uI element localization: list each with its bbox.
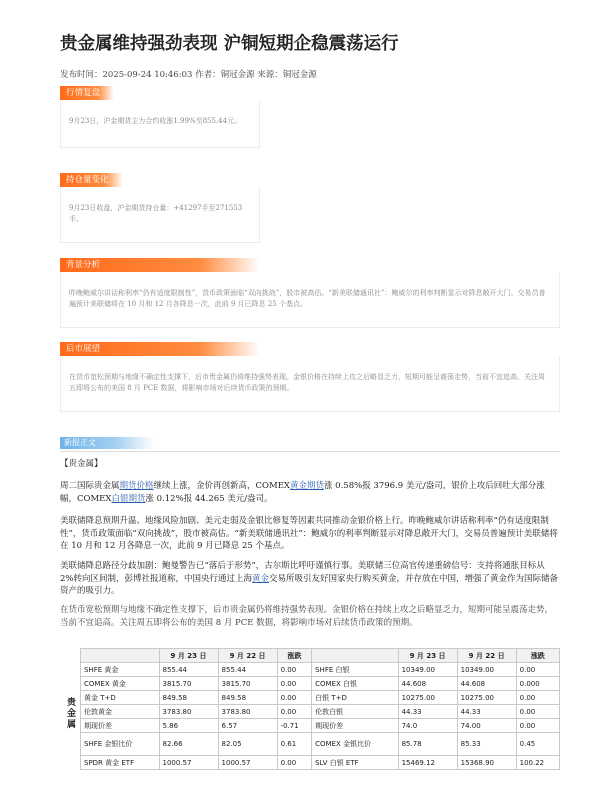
table-row bbox=[60, 705, 560, 719]
table-cell: 0.00 bbox=[516, 691, 559, 705]
table-cell: 15469.12 bbox=[398, 756, 457, 770]
table-cell: 74.0 bbox=[398, 719, 457, 733]
table-row bbox=[60, 691, 560, 705]
table-cell: 0.00 bbox=[516, 705, 559, 719]
table-cell: 855.44 bbox=[159, 663, 218, 677]
text-span: 继续上涨，金价再创新高，COMEX bbox=[153, 481, 290, 491]
table-cell: 期现价差 bbox=[312, 719, 398, 733]
table-cell: 849.58 bbox=[218, 691, 277, 705]
table-cell: COMEX 金银比价 bbox=[312, 733, 398, 756]
table-cell: -0.71 bbox=[277, 719, 312, 733]
text-span: 美联储降息路径分歧加剧：鲍曼警告已“落后于形势”，古尔斯比呼吁谨慎行事。美联储三位高官传递重磅信号：支持将通胀目标从 2%转向区间制，彭博社报道称，中国央行通过上海 bbox=[60, 561, 545, 584]
link-silver-futures[interactable]: 白银期货 bbox=[111, 493, 146, 504]
table-cell: 74.00 bbox=[457, 719, 516, 733]
news-category: 【贵金属】 bbox=[60, 459, 103, 469]
table-cell: 3815.70 bbox=[159, 677, 218, 691]
table-cell: 0.00 bbox=[277, 677, 312, 691]
table-cell: 0.45 bbox=[516, 733, 559, 756]
text-span: 周二国际贵金属 bbox=[60, 481, 120, 491]
table-cell: 3815.70 bbox=[218, 677, 277, 691]
text-span: 涨 0.58%报 3796.9 美元/盎司，银价上攻后回吐大部分涨幅，COMEX bbox=[60, 481, 545, 504]
link-gold-futures[interactable]: 黄金期货 bbox=[289, 481, 324, 491]
section-box-background bbox=[60, 272, 560, 328]
news-body-tag: 新报正文 bbox=[60, 437, 154, 449]
table-cell: 85.33 bbox=[457, 733, 516, 756]
table-header bbox=[81, 649, 160, 663]
link-gold[interactable]: 黄金 bbox=[252, 573, 270, 584]
table-cell: 0.000 bbox=[516, 677, 559, 691]
news-paragraph-1 bbox=[60, 480, 560, 505]
side-label-text: 贵金属 bbox=[65, 697, 75, 730]
section-tag-market-review: 行情复盘 bbox=[60, 86, 114, 100]
table-cell: 1000.57 bbox=[159, 756, 218, 770]
section-tag-outlook: 后市展望 bbox=[60, 342, 260, 356]
news-paragraph-2: 美联储降息预期升温、地缘风险加剧、美元走弱及金银比修复等因素共同推动金银价格上行。昨晚鲍威尔讲话称利率“仍有适度限制性”，货币政策面临“双向挑战”，股市被高估。“新美联储通讯社”：鲍威尔的利率判断显示对降息敞开大门，交易员普遍预计美联储将在 10 月和 12 月各降息一次，此前 9 月已降息 25 个基点。 bbox=[60, 516, 558, 551]
table-cell: 849.58 bbox=[159, 691, 218, 705]
table-cell: 855.44 bbox=[218, 663, 277, 677]
table-cell: 44.608 bbox=[457, 677, 516, 691]
table-cell: 0.00 bbox=[277, 691, 312, 705]
table-header: 9 月 22 日 bbox=[218, 649, 277, 663]
table-cell: 1000.57 bbox=[218, 756, 277, 770]
table-cell: COMEX 黄金 bbox=[81, 677, 160, 691]
table-row bbox=[60, 733, 560, 756]
table-cell: 0.61 bbox=[277, 733, 312, 756]
table-cell: 10349.00 bbox=[398, 663, 457, 677]
table-cell: SHFE 白银 bbox=[312, 663, 398, 677]
table-cell: SHFE 黄金 bbox=[81, 663, 160, 677]
table-cell: SHFE 金银比价 bbox=[81, 733, 160, 756]
section-text: 在货币宽松预期与地缘不确定性支撑下，后市贵金属仍将维持强势表现。金银价格在持续上攻之后略显乏力，短期可能呈震荡走势，当前不宜追高。关注周五即将公布的美国 8 月 PCE 数据，将影响市场对后续货币政策的预期。 bbox=[69, 373, 545, 392]
table-header: 9 月 23 日 bbox=[159, 649, 218, 663]
news-paragraph-3 bbox=[60, 560, 560, 598]
section-box-position-change bbox=[60, 187, 260, 243]
table-cell: 100.22 bbox=[516, 756, 559, 770]
link-futures-price[interactable]: 期货价格 bbox=[119, 481, 154, 491]
table-cell: 伦敦黄金 bbox=[81, 705, 160, 719]
table-cell: 85.78 bbox=[398, 733, 457, 756]
table-cell: 5.86 bbox=[159, 719, 218, 733]
table-cell: COMEX 白银 bbox=[312, 677, 398, 691]
table-cell: 期现价差 bbox=[81, 719, 160, 733]
table-cell: SLV 白银 ETF bbox=[312, 756, 398, 770]
article-title: 贵金属维持强劲表现 沪铜短期企稳震荡运行 bbox=[60, 34, 399, 54]
table-cell: 82.05 bbox=[218, 733, 277, 756]
table-header-row bbox=[60, 649, 560, 663]
section-tag-position-change: 持仓量变化 bbox=[60, 173, 123, 187]
table-cell: 44.33 bbox=[398, 705, 457, 719]
table-cell: 10275.00 bbox=[398, 691, 457, 705]
table-cell: 0.00 bbox=[516, 663, 559, 677]
text-span: 涨 0.12%报 44.265 美元/盎司。 bbox=[145, 493, 273, 504]
table-cell: 44.608 bbox=[398, 677, 457, 691]
table-cell: SPDR 黄金 ETF bbox=[81, 756, 160, 770]
table-row bbox=[60, 663, 560, 677]
table-cell: 3783.80 bbox=[159, 705, 218, 719]
section-box-outlook bbox=[60, 356, 560, 412]
table-cell: 3783.80 bbox=[218, 705, 277, 719]
table-row bbox=[60, 719, 560, 733]
section-tag-background: 背景分析 bbox=[60, 258, 260, 272]
precious-metals-table bbox=[60, 648, 560, 770]
table-cell: 0.00 bbox=[277, 705, 312, 719]
text-span: 交易所吸引友好国家央行购买黄金，并存放在中国，增强了黄金作为国际储备资产的吸引力。 bbox=[60, 573, 559, 596]
section-text: 9月23日收盘，沪金期货持仓量：+41297手至271553手。 bbox=[69, 204, 243, 223]
table-row bbox=[60, 677, 560, 691]
table-cell: 0.00 bbox=[277, 663, 312, 677]
table-corner bbox=[60, 649, 81, 663]
section-text: 9月23日，沪金期货主力合约收涨1.99%至855.44元。 bbox=[69, 117, 242, 125]
table-cell: 0.00 bbox=[516, 719, 559, 733]
table-header bbox=[312, 649, 398, 663]
table-cell: 伦敦白银 bbox=[312, 705, 398, 719]
table-row bbox=[60, 756, 560, 770]
table-cell: 15368.90 bbox=[457, 756, 516, 770]
news-paragraph-4: 在货币宽松预期与地缘不确定性支撑下，后市贵金属仍将维持强势表现。金银价格在持续上攻之后略显乏力，短期可能呈震荡走势，当前不宜追高。关注周五即将公布的美国 8 月 PCE 数据，将影响市场对后续货币政策的预期。 bbox=[60, 605, 554, 628]
article-meta: 发布时间：2025-09-24 10:46:03 作者：铜冠金源 来源：铜冠金源 bbox=[60, 70, 317, 80]
table-header: 9 月 23 日 bbox=[398, 649, 457, 663]
table-header: 9 月 22 日 bbox=[457, 649, 516, 663]
section-text: 昨晚鲍威尔讲话称利率“仍有适度限制性”，货币政策面临“双向挑战”，股市被高估。“新美联储通讯社”：鲍威尔的利率判断显示对降息敞开大门。交易员普遍预计美联储将在 10 月和 12 月各降息一次，此前 9 月已降息 25 个基点。 bbox=[69, 289, 546, 308]
table-cell: 黄金 T+D bbox=[81, 691, 160, 705]
table-cell: 10275.00 bbox=[457, 691, 516, 705]
table-header: 涨跌 bbox=[516, 649, 559, 663]
table-cell: 44.33 bbox=[457, 705, 516, 719]
table-cell: 0.00 bbox=[277, 756, 312, 770]
table-cell: 白银 T+D bbox=[312, 691, 398, 705]
divider bbox=[60, 451, 560, 452]
table-cell: 82.66 bbox=[159, 733, 218, 756]
table-cell: 6.57 bbox=[218, 719, 277, 733]
table-cell: 10349.00 bbox=[457, 663, 516, 677]
table-side-label bbox=[60, 663, 81, 770]
table-header: 涨跌 bbox=[277, 649, 312, 663]
section-box-market-review bbox=[60, 100, 260, 148]
